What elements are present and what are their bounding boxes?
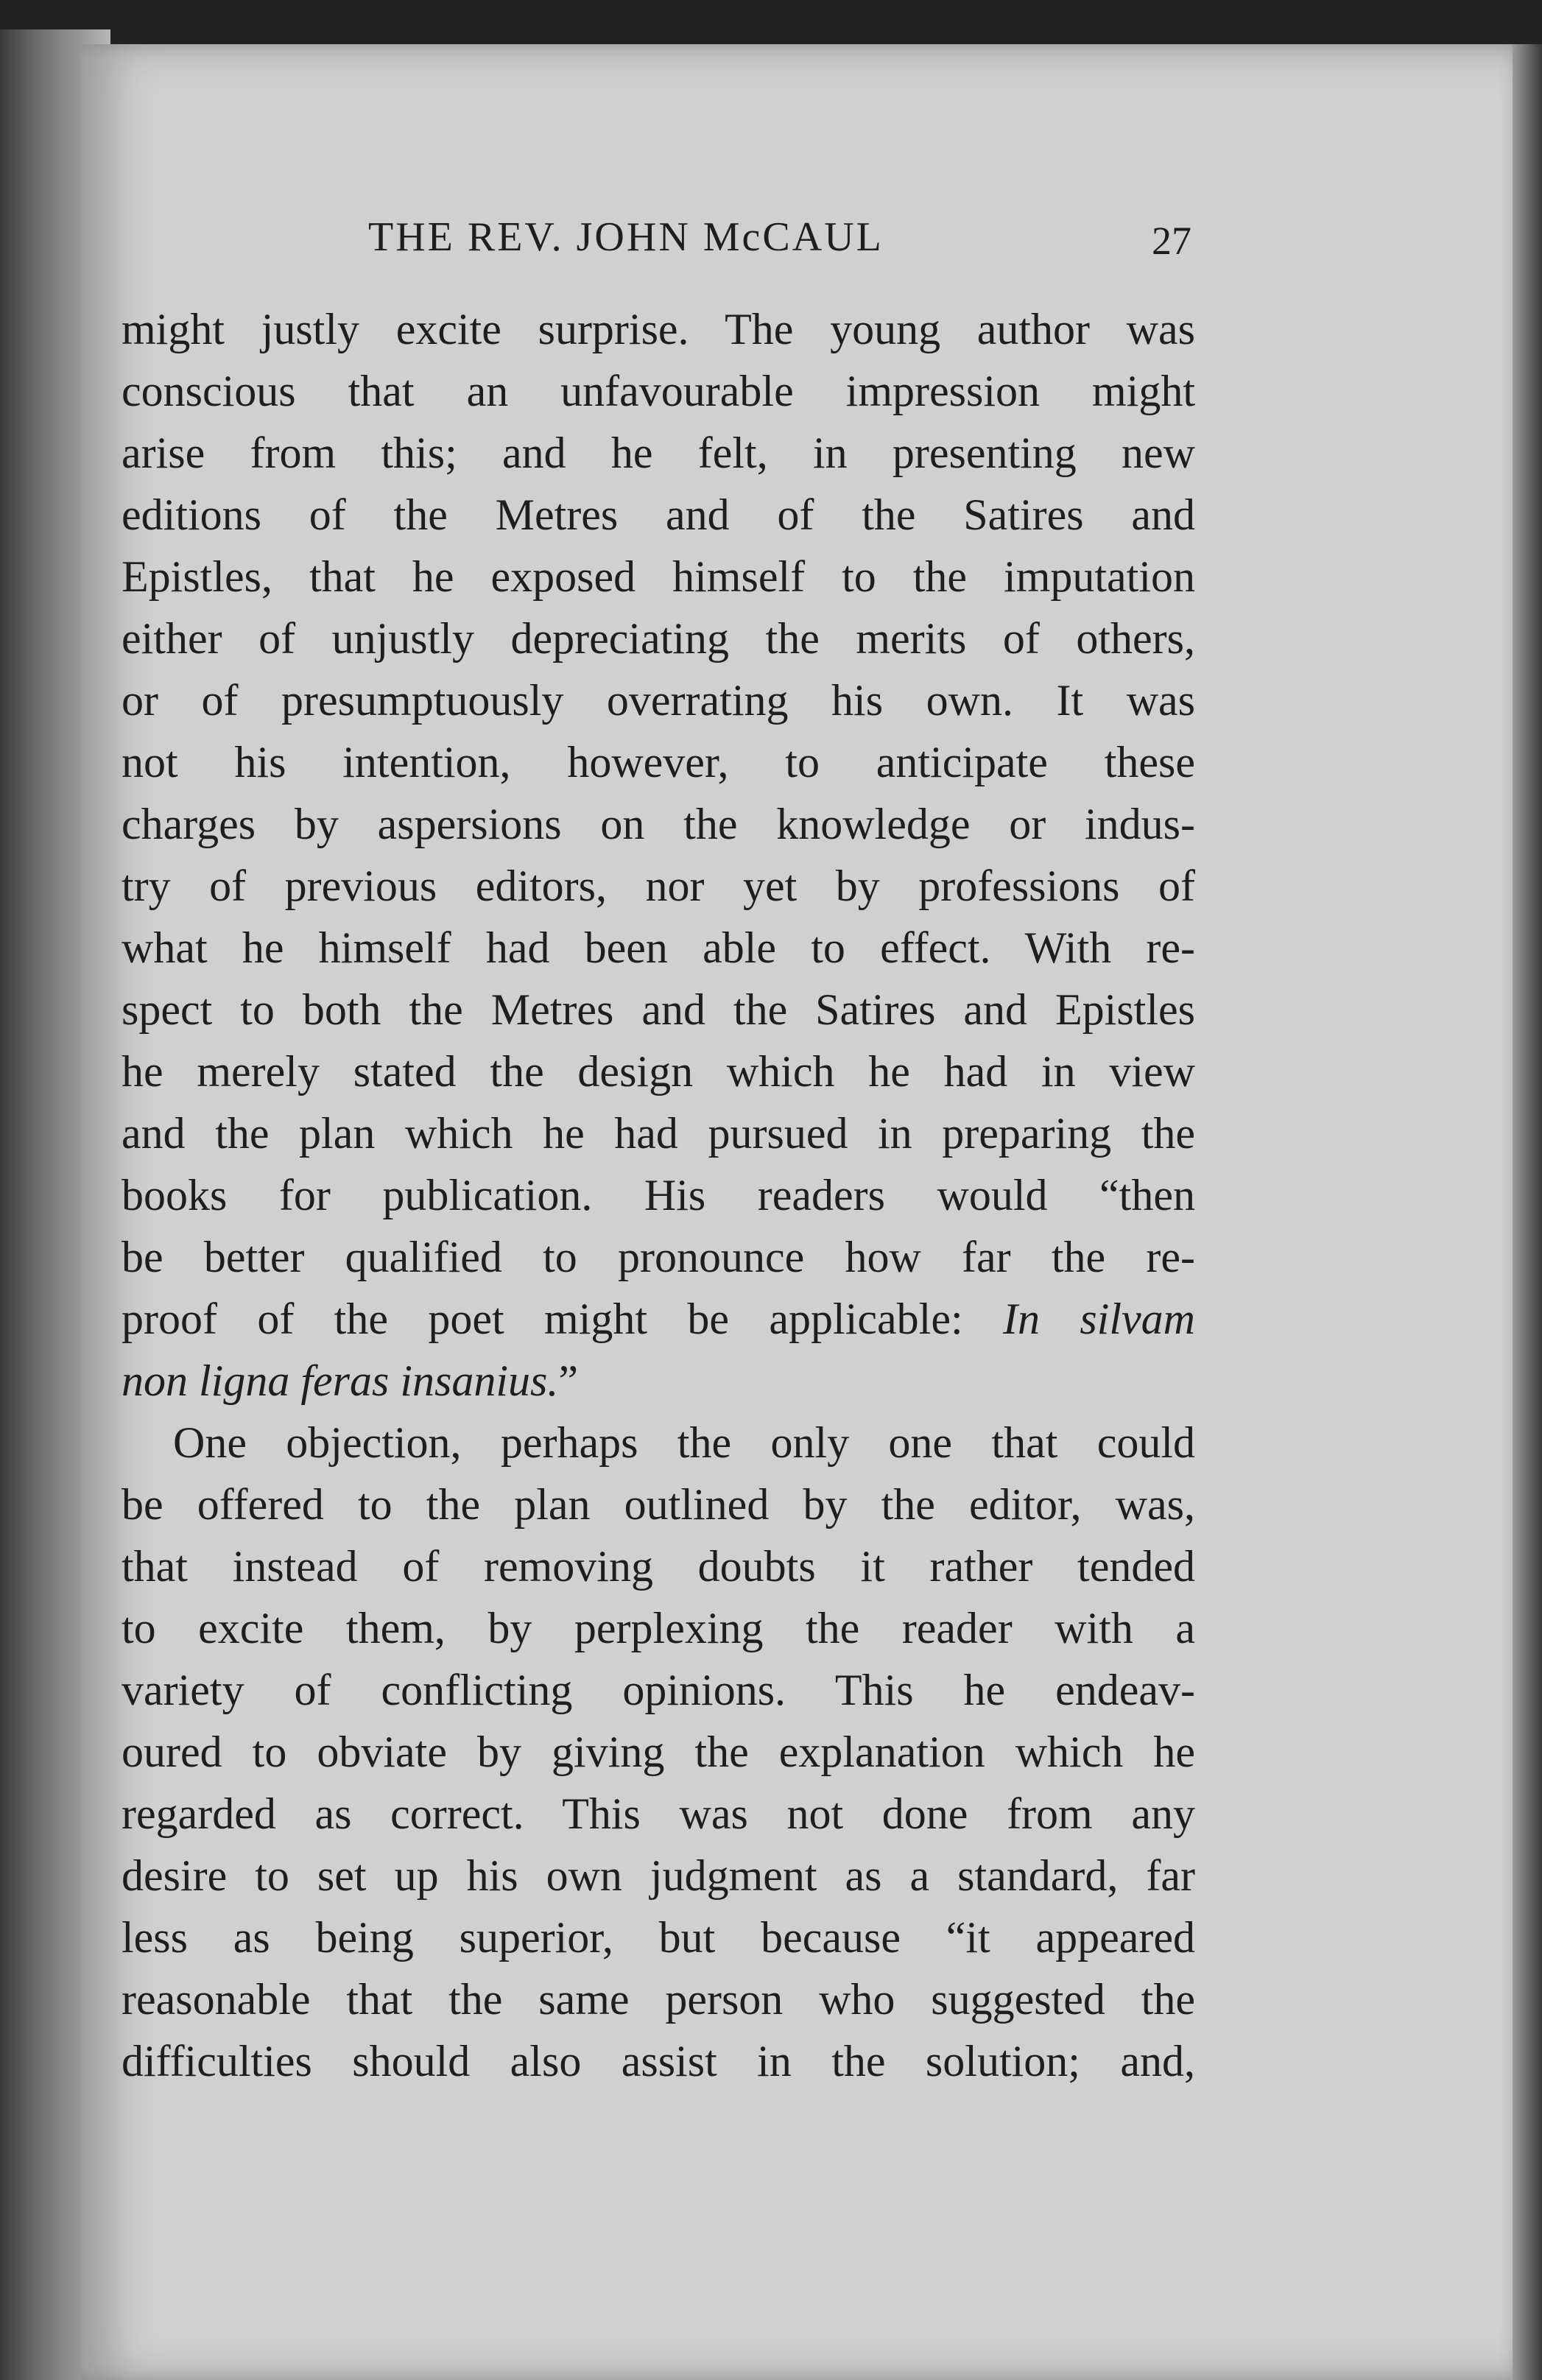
text-line: not his intention, however, to anticipate these xyxy=(122,738,1195,786)
text-roman: proof of the poet might be applicable: xyxy=(122,1295,1003,1343)
text-line: variety of conflicting opinions. This he endeav- xyxy=(122,1666,1195,1714)
text-line: less as being superior, but because “it appeared xyxy=(122,1913,1195,1962)
body-text xyxy=(122,298,1195,2092)
text-line: oured to obviate by giving the explanation which he xyxy=(122,1728,1195,1776)
text-line: regarded as correct. This was not done from any xyxy=(122,1789,1195,1838)
text-line: what he himself had been able to effect. With re- xyxy=(122,923,1195,972)
text-line xyxy=(122,1350,1195,1412)
paragraph xyxy=(122,298,1195,1412)
text-line: or of presumptuously overrating his own. It was xyxy=(122,676,1195,725)
latin-quote: In silvam xyxy=(1002,1295,1195,1343)
text-line: charges by aspersions on the knowledge or indus- xyxy=(122,800,1195,848)
text-line: difficulties should also assist in the solution; and, xyxy=(122,2037,1195,2085)
text-line: he merely stated the design which he had in view xyxy=(122,1047,1195,1096)
text-line: arise from this; and he felt, in presenting new xyxy=(122,429,1195,477)
text-line: try of previous editors, nor yet by professions of xyxy=(122,862,1195,910)
text-line: and the plan which he had pursued in preparing the xyxy=(122,1109,1195,1158)
running-title: THE REV. JOHN McCAUL xyxy=(368,214,884,260)
text-line xyxy=(122,1288,1195,1350)
closing-quote: ” xyxy=(558,1356,579,1405)
paragraph xyxy=(122,1412,1195,2092)
text-line: editions of the Metres and of the Satires and xyxy=(122,490,1195,539)
text-line: that instead of removing doubts it rather tended xyxy=(122,1542,1195,1591)
text-line: One objection, perhaps the only one that could xyxy=(173,1418,1195,1467)
text-line: be offered to the plan outlined by the editor, was, xyxy=(122,1480,1195,1529)
running-head xyxy=(0,214,1542,280)
page-right-edge xyxy=(1513,44,1542,2380)
latin-quote: non ligna feras insanius. xyxy=(122,1356,559,1405)
text-line: conscious that an unfavourable impression might xyxy=(122,367,1195,415)
text-line: to excite them, by perplexing the reader with a xyxy=(122,1604,1195,1652)
page-number: 27 xyxy=(1152,219,1191,263)
text-line: spect to both the Metres and the Satires and Epistles xyxy=(122,985,1195,1034)
text-line: might justly excite surprise. The young author was xyxy=(122,305,1195,353)
text-line: books for publication. His readers would “then xyxy=(122,1171,1195,1219)
text-line: either of unjustly depreciating the merits of others, xyxy=(122,614,1195,663)
text-line: desire to set up his own judgment as a standard, far xyxy=(122,1851,1195,1900)
text-line: be better qualified to pronounce how far the re- xyxy=(122,1233,1195,1281)
text-line: Epistles, that he exposed himself to the imputation xyxy=(122,552,1195,601)
text-line: reasonable that the same person who suggested the xyxy=(122,1975,1195,2024)
